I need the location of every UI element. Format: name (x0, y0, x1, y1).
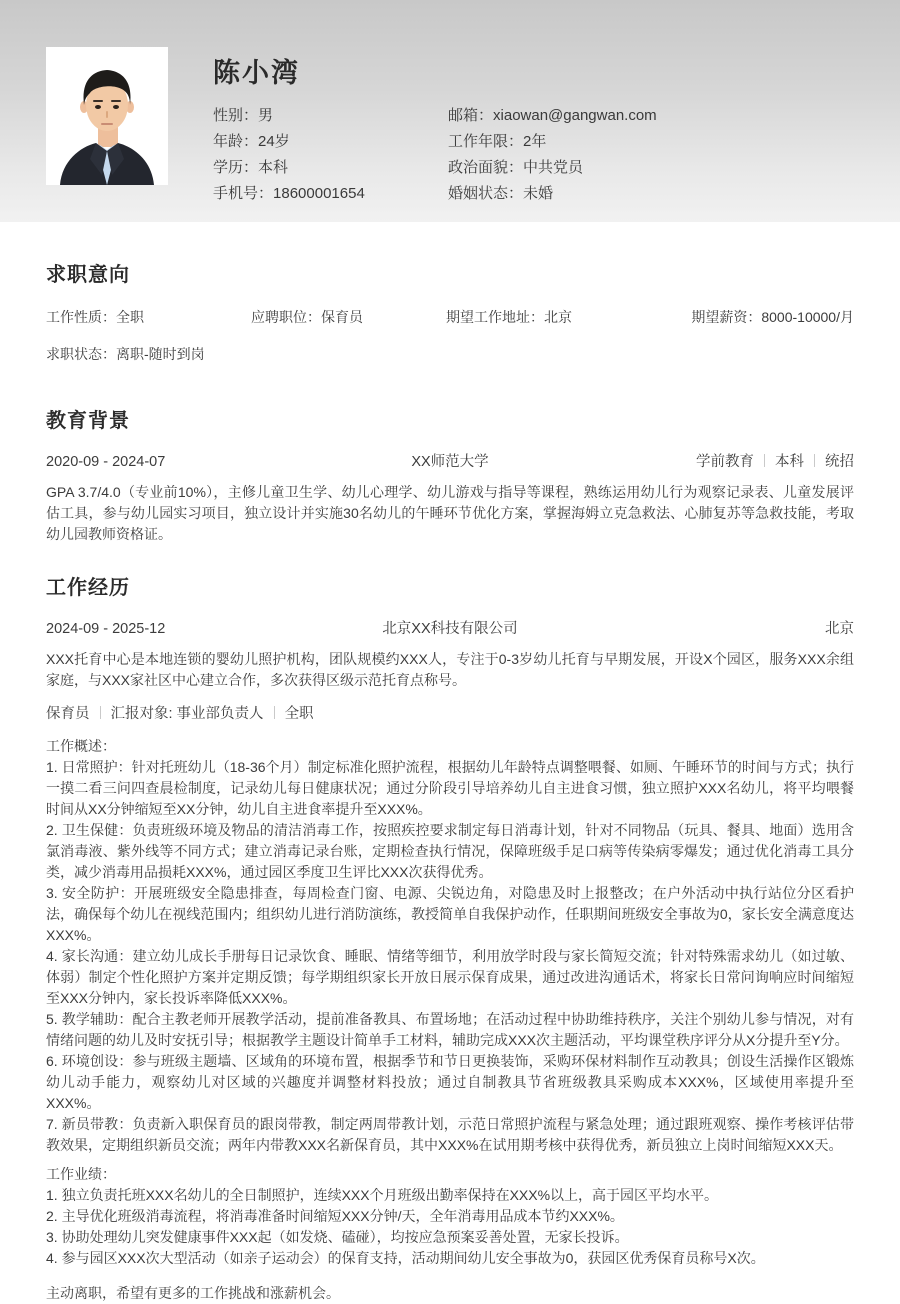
field-email-value: xiaowan@gangwan.com (493, 107, 657, 124)
resume-body (0, 258, 900, 1304)
header-info (213, 47, 854, 222)
field-degree-value: 本科 (258, 159, 289, 176)
field-phone-value: 18600001654 (273, 185, 365, 202)
profile-photo (46, 47, 168, 185)
field-gender (213, 103, 448, 129)
education-school: XX师范大学 (411, 454, 489, 470)
field-job-status-value: 离职-随时到岗 (116, 346, 205, 362)
vertical-divider (814, 454, 815, 467)
work-overview-item: 5. 教学辅助：配合主教老师开展教学活动，提前准备教具、布置场地；在活动过程中协助维持秩序，关注个别幼儿参与情况，对有情绪问题的幼儿及时安抚引导；根据教学主题设计简单手工材料，辅助完成XXX次主题活动，平均课堂秩序评分从X分提升至Y分。 (46, 1011, 854, 1048)
education-degree: 本科 (774, 454, 804, 470)
work-achievements-title: 工作业绩： (46, 1166, 116, 1182)
field-target-position-label: 应聘职位： (251, 309, 321, 325)
field-degree-label: 学历： (213, 159, 259, 176)
field-job-status-label: 求职状态： (46, 346, 116, 362)
field-email (448, 103, 657, 129)
field-phone-label: 手机号： (213, 185, 274, 202)
field-marital-status (448, 181, 657, 207)
work-role-line (46, 702, 854, 723)
work-overview-item: 6. 环境创设：参与班级主题墙、区域角的环境布置，根据季节和节日更换装饰，采购环保材料制作互动教具；创设生活操作区锻炼幼儿动手能力，观察幼儿对区域的兴趣度并调整材料投放；通过自制教具节省班级教具采购成本XXX%，区域使用率提升至XXX%。 (46, 1053, 854, 1111)
work-overview-item: 7. 新员带教：负责新入职保育员的跟岗带教，制定两周带教计划，示范日常照护流程与紧急处理；通过跟班观察、操作考核评估带教效果，定期组织新员交流；两年内带教XXX名新保育员，其中XXX%在试用期考核中获得优秀，新员独立上岗时间缩短XXX天。 (46, 1116, 854, 1153)
field-email-label: 邮箱： (448, 107, 494, 124)
section-title-work-experience: 工作经历 (46, 577, 130, 599)
field-marital-status-label: 婚姻状态： (448, 185, 524, 202)
basic-info-right-column (448, 103, 657, 207)
field-gender-value: 男 (258, 107, 274, 124)
candidate-name: 陈小湾 (213, 58, 300, 88)
work-achievement-item: 3. 协助处理幼儿突发健康事件XXX起（如发烧、磕碰），均按应急预案妥善处置，无家长投诉。 (46, 1229, 629, 1245)
field-job-status (46, 344, 205, 364)
field-phone (213, 181, 448, 207)
work-achievement-item: 2. 主导优化班级消毒流程，将消毒准备时间缩短XXX分钟/天，全年消毒用品成本节约XXX%。 (46, 1208, 624, 1224)
work-overview-item: 2. 卫生保健：负责班级环境及物品的清洁消毒工作，按照疾控要求制定每日消毒计划，针对不同物品（玩具、餐具、地面）选用含氯消毒液、紫外线等不同方式；建立消毒记录台账，定期检查执行情况，保障班级手足口病等传染病零爆发；通过优化消毒工具分类，减少消毒用品损耗XXX%，通过园区季度卫生评比XXX次获得优秀。 (46, 822, 854, 880)
field-political-status (448, 155, 657, 181)
job-intention-row-1 (46, 307, 854, 327)
field-expected-salary (671, 307, 854, 327)
education-description: GPA 3.7/4.0（专业前10%），主修儿童卫生学、幼儿心理学、幼儿游戏与指导等课程，熟练运用幼儿行为观察记录表、儿童发展评估工具，参与幼儿园实习项目，独立设计并实施30名幼儿的午睡环节优化方案，掌握海姆立克急救法、心肺复苏等急救技能，考取幼儿园教师资格证。 (46, 484, 854, 542)
work-period: 2024-09 - 2025-12 (46, 621, 166, 637)
field-expected-salary-value: 8000-10000/月 (761, 309, 854, 325)
field-age (213, 129, 448, 155)
vertical-divider (274, 706, 275, 719)
field-experience-years (448, 129, 657, 155)
field-job-nature-label: 工作性质： (46, 309, 116, 325)
work-achievement-item: 1. 独立负责托班XXX名幼儿的全日制照护，连续XXX个月班级出勤率保持在XXX%以上，高于园区平均水平。 (46, 1187, 719, 1203)
resume-header (0, 0, 900, 222)
avatar-illustration (46, 47, 168, 185)
work-location: 北京 (824, 621, 854, 637)
section-title-education: 教育背景 (46, 410, 130, 432)
work-position: 保育员 (46, 706, 90, 722)
field-degree (213, 155, 448, 181)
company-intro: XXX托育中心是本地连锁的婴幼儿照护机构，团队规模约XXX人，专注于0-3岁幼儿托育与早期发展，开设X个园区，服务XXX余组家庭，与XXX家社区中心建立合作，多次获得区级示范托育点称号。 (46, 651, 854, 688)
vertical-divider (764, 454, 765, 467)
field-target-location-label: 期望工作地址： (446, 309, 544, 325)
basic-info (213, 103, 854, 207)
work-overview (46, 736, 854, 1156)
field-target-position (251, 307, 446, 327)
field-target-location (446, 307, 671, 327)
field-political-status-value: 中共党员 (523, 159, 584, 176)
work-company: 北京XX科技有限公司 (382, 621, 518, 637)
vertical-divider (100, 706, 101, 719)
education-enrollment-type: 统招 (824, 454, 854, 470)
work-entry-header (46, 617, 854, 638)
field-experience-years-value: 2年 (523, 133, 547, 150)
field-target-position-value: 保育员 (321, 309, 363, 325)
field-political-status-label: 政治面貌： (448, 159, 524, 176)
section-title-job-intention: 求职意向 (46, 264, 130, 286)
education-qualifiers (612, 450, 854, 471)
field-target-location-value: 北京 (544, 309, 572, 325)
job-intention-row-2 (46, 344, 854, 364)
field-age-label: 年龄： (213, 133, 259, 150)
field-marital-status-value: 未婚 (523, 185, 554, 202)
work-overview-item: 4. 家长沟通：建立幼儿成长手册每日记录饮食、睡眠、情绪等细节，利用放学时段与家长简短交流；针对特殊需求幼儿（如过敏、体弱）制定个性化照护方案并定期反馈；每学期组织家长开放日展示保育成果，通过改进沟通话术，将家长日常问询响应时间缩短至XXX分钟内，家长投诉率降低XXX%。 (46, 948, 854, 1006)
basic-info-left-column (213, 103, 448, 207)
field-job-nature (46, 307, 251, 327)
work-overview-item: 1. 日常照护：针对托班幼儿（18-36个月）制定标准化照护流程，根据幼儿年龄特点调整喂餐、如厕、午睡环节的时间与方式；执行一摸二看三问四查晨检制度，记录幼儿每日健康状况；通过分阶段引导培养幼儿自主进食习惯，独立照护XXX名幼儿，将平均喂餐时间从XX分钟缩短至XX分钟，幼儿自主进食率提升至XXX%。 (46, 759, 854, 817)
education-period: 2020-09 - 2024-07 (46, 454, 166, 470)
work-achievement-item: 4. 参与园区XXX次大型活动（如亲子运动会）的保育支持，活动期间幼儿安全事故为0，获园区优秀保育员称号X次。 (46, 1250, 765, 1266)
work-overview-title: 工作概述： (46, 738, 116, 754)
education-entry-header (46, 450, 854, 471)
field-expected-salary-label: 期望薪资： (691, 309, 762, 325)
work-job-type: 全职 (284, 706, 314, 722)
field-gender-label: 性别： (213, 107, 259, 124)
field-age-value: 24岁 (258, 133, 290, 150)
work-report-to: 汇报对象: 事业部负责人 (110, 706, 264, 722)
field-job-nature-value: 全职 (116, 309, 144, 325)
education-major: 学前教育 (695, 454, 754, 470)
work-overview-item: 3. 安全防护：开展班级安全隐患排查，每周检查门窗、电源、尖锐边角，对隐患及时上报整改；在户外活动中执行站位分区看护法，确保每个幼儿在视线范围内；组织幼儿进行消防演练，教授简单自我保护动作，任职期间班级安全事故为0，家长安全满意度达XXX%。 (46, 885, 854, 943)
work-achievements (46, 1164, 854, 1269)
field-experience-years-label: 工作年限： (448, 133, 524, 150)
leave-reason: 主动离职，希望有更多的工作挑战和涨薪机会。 (46, 1285, 340, 1301)
